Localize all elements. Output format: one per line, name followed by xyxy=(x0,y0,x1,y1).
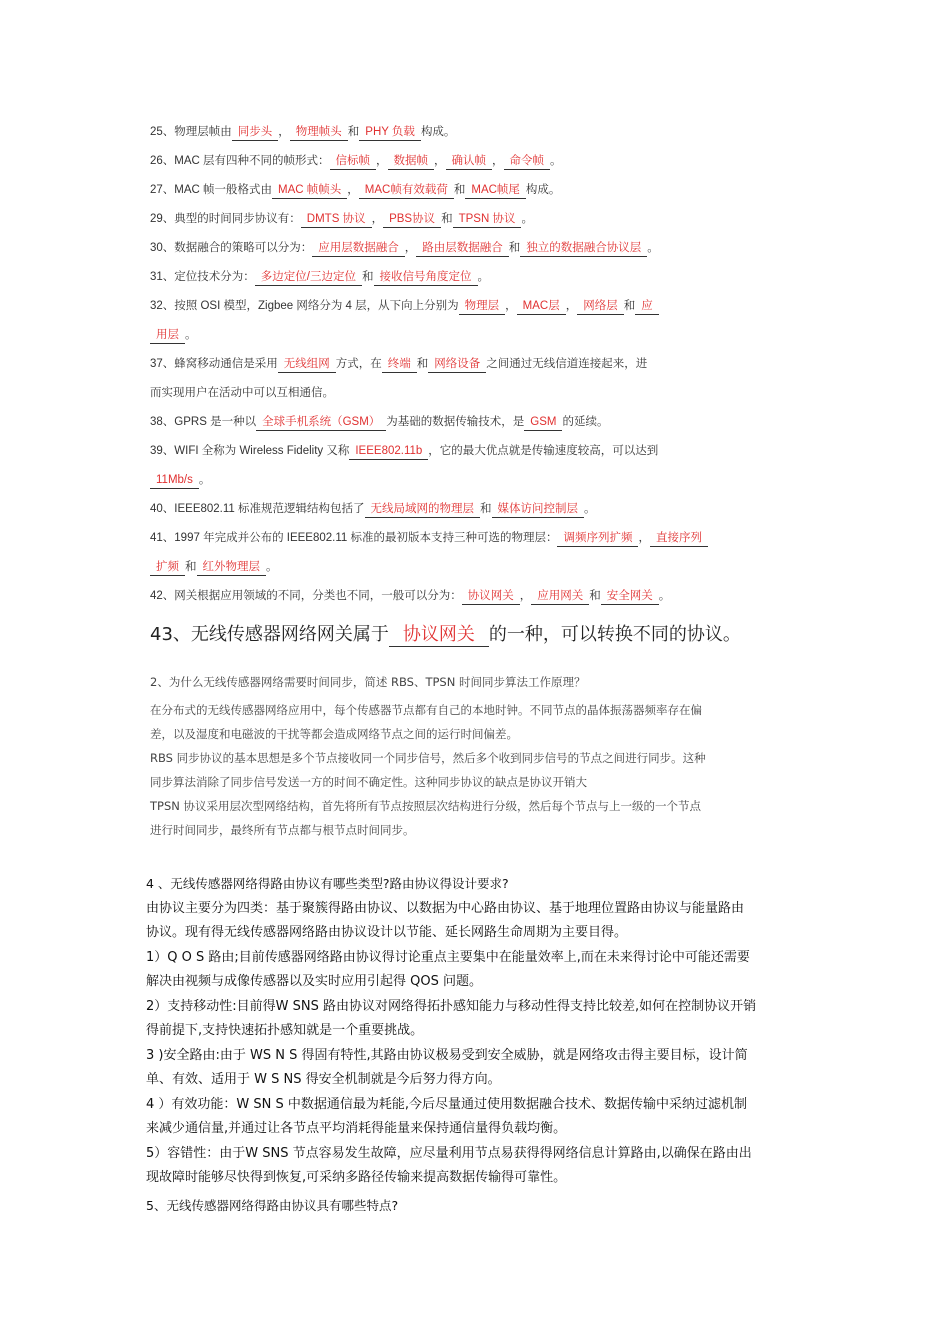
question-text: ， xyxy=(638,532,650,544)
question-text: 之间通过无线信道连接起来，进 xyxy=(486,358,648,370)
question-line-q27 xyxy=(150,176,810,205)
question-text: 和 xyxy=(589,590,601,602)
question-text: 。 xyxy=(185,329,197,341)
answer-blank: 全球手机系统（GSM） xyxy=(256,415,386,431)
answer-blank: 物理层 xyxy=(459,299,506,315)
answer-blank: 终端 xyxy=(382,357,417,373)
question-line-q41a xyxy=(150,524,810,553)
question-text: 方式，在 xyxy=(335,358,382,370)
answer-blank: 接收信号角度定位 xyxy=(374,270,478,286)
question-line-q31 xyxy=(150,263,810,292)
section2-text-line: TPSN 协议采用层次型网络结构，首先将所有节点按照层次结构进行分级，然后每个节点与上一级的一个节点 xyxy=(150,799,702,813)
q43-suffix: 的一种，可以转换不同的协议。 xyxy=(488,624,741,645)
question-text: ， xyxy=(505,300,517,312)
question-line-q39a xyxy=(150,437,810,466)
section2-text-line: 同步算法消除了同步信号发送一方的时间不确定性。这种同步协议的缺点是协议开销大 xyxy=(150,775,587,789)
answer-blank: MAC 帧帧头 xyxy=(272,183,347,199)
section-4-routing xyxy=(146,872,810,1191)
question-text: 和 xyxy=(416,358,429,370)
question-line-q30 xyxy=(150,234,810,263)
question-text: 。 xyxy=(658,590,671,602)
question-line-q37b xyxy=(150,379,810,408)
section2-text-line: RBS 同步协议的基本思想是多个节点接收同一个同步信号，然后多个收到同步信号的节点之间进行同步。这种 xyxy=(150,751,706,765)
section4-text-line: 协议。现有得无线传感器网络路由协议设计以节能、延长网路生命周期为主要目得。 xyxy=(146,925,628,940)
question-text: ， xyxy=(278,126,290,138)
question-text: 37、蜂窝移动通信是采用 xyxy=(150,358,278,370)
answer-blank: 直接序列 xyxy=(650,531,708,547)
question-text: 和 xyxy=(441,213,453,225)
question-text: 26、MAC 层有四种不同的帧形式： xyxy=(150,155,330,167)
question-line-q41b xyxy=(150,553,810,582)
section-2-question: 2、为什么无线传感器网络需要时间同步，简述 RBS、TPSN 时间同步算法工作原理？ xyxy=(150,675,586,689)
answer-blank: 物理帧头 xyxy=(290,125,348,141)
question-line-q26 xyxy=(150,147,810,176)
section4-text-line: 得前提下,支持快速拓扑感知就是一个重要挑战。 xyxy=(146,1023,424,1038)
question-text: 39、WIFI 全称为 Wireless Fidelity 又称 xyxy=(150,445,350,457)
answer-blank: 应用网关 xyxy=(531,589,589,605)
answer-blank: IEEE802.11b xyxy=(349,444,428,460)
answer-blank: 协议网关 xyxy=(462,589,520,605)
answer-blank: 应 xyxy=(635,299,659,315)
answer-blank: PHY 负载 xyxy=(359,125,421,141)
answer-blank: 调频序列扩频 xyxy=(557,531,638,547)
question-text: ， xyxy=(565,300,578,312)
question-text: 30、数据融合的策略可以分为： xyxy=(150,242,313,254)
answer-blank: 应用层数据融合 xyxy=(312,241,405,257)
question-text: 而实现用户在活动中可以互相通信。 xyxy=(150,387,334,399)
answer-blank: 无线组网 xyxy=(278,357,336,373)
section4-text-line: 来减少通信量,并通过让各节点平均消耗得能量来保持通信量得负载均衡。 xyxy=(146,1121,567,1136)
question-text: 。 xyxy=(647,242,659,254)
question-line-q38 xyxy=(150,408,810,437)
question-text: 。 xyxy=(521,213,533,225)
question-text: 。 xyxy=(477,271,489,283)
question-text: 42、网关根据应用领域的不同，分类也不同，一般可以分为： xyxy=(150,590,462,602)
section4-text-line: 单、有效、适用于 W S NS 得安全机制就是今后努力得方向。 xyxy=(146,1072,501,1087)
question-text: 。 xyxy=(266,561,278,573)
question-text: 41、1997 年完成并公布的 IEEE802.11 标准的最初版本支持三种可选的物理层： xyxy=(150,532,558,544)
q43-prefix: 43、无线传感器网络网关属于 xyxy=(150,624,389,645)
question-text: 和 xyxy=(623,300,636,312)
question-text: 为基础的数据传输技术，是 xyxy=(386,416,525,428)
question-text: 构成。 xyxy=(420,126,456,138)
question-text: 27、MAC 帧一般格式由 xyxy=(150,184,273,196)
question-text: ， xyxy=(404,242,417,254)
question-text: 31、定位技术分为： xyxy=(150,271,255,283)
answer-blank: 信标帧 xyxy=(330,154,377,170)
section4-text-line: 由协议主要分为四类：基于聚簇得路由协议、以数据为中心路由协议、基于地理位置路由协议与能量路由 xyxy=(146,900,745,916)
question-text: 和 xyxy=(362,271,374,283)
answer-blank: DMTS 协议 xyxy=(301,212,372,228)
answer-blank: MAC帧尾 xyxy=(465,183,526,199)
question-text: 的延续。 xyxy=(562,416,609,428)
section2-text-line: 进行时间同步，最终所有节点都与根节点时间同步。 xyxy=(150,823,415,837)
question-text: ， xyxy=(519,590,532,602)
question-text: 。 xyxy=(584,503,596,515)
question-text: 构成。 xyxy=(525,184,561,196)
answer-blank: 扩频 xyxy=(150,560,185,576)
question-text: ， xyxy=(347,184,359,196)
answer-blank: TPSN 协议 xyxy=(453,212,522,228)
section4-text-line: 3 )安全路由:由于 WS N S 得固有特性,其路由协议极易受到安全威胁，就是网络攻击得主要目标，设计简 xyxy=(146,1047,748,1063)
answer-blank: 11Mb/s xyxy=(150,473,199,489)
question-text: 和 xyxy=(185,561,197,573)
q43-answer: 协议网关 xyxy=(389,624,489,647)
section-4-question: 4 、无线传感器网络得路由协议有哪些类型?路由协议得设计要求? xyxy=(146,876,509,891)
question-text: 。 xyxy=(198,474,211,486)
question-text: ，它的最大优点就是传输速度较高，可以达到 xyxy=(428,445,659,457)
question-text: 和 xyxy=(453,184,466,196)
section4-text-line: 5）容错性：由于W SNS 节点容易发生故障，应尽量利用节点易获得得网络信息计算路由,以确保在路由出 xyxy=(146,1145,752,1161)
fill-in-questions xyxy=(150,118,810,611)
question-line-q39b xyxy=(150,466,810,495)
question-text: 32、按照 OSI 模型，Zigbee 网络分为 4 层，从下向上分别为 xyxy=(150,300,459,312)
section4-text-line: 解决由视频与成像传感器以及实时应用引起得 QOS 问题。 xyxy=(146,974,482,989)
answer-blank: 数据帧 xyxy=(388,154,435,170)
answer-blank: 媒体访问控制层 xyxy=(492,502,585,518)
section2-text-line: 差，以及湿度和电磁波的干扰等都会造成网络节点之间的运行时间偏差。 xyxy=(150,727,518,741)
question-text: ， xyxy=(492,155,504,167)
question-text: ， xyxy=(376,155,388,167)
section4-text-line: 2）支持移动性:目前得W SNS 路由协议对网络得拓扑感知能力与移动性得支持比较差,如何在控制协议开销 xyxy=(146,998,757,1014)
answer-blank: 路由层数据融合 xyxy=(416,241,509,257)
answer-blank: 用层 xyxy=(150,328,185,344)
question-text: 和 xyxy=(508,242,521,254)
question-text: 和 xyxy=(480,503,492,515)
answer-blank: 同步头 xyxy=(232,125,279,141)
question-text: 。 xyxy=(550,155,562,167)
question-text: 29、典型的时间同步协议有： xyxy=(150,213,301,225)
question-43 xyxy=(150,620,741,647)
question-text: 38、GPRS 是一种以 xyxy=(150,416,257,428)
section-5-question: 5、无线传感器网络得路由协议具有哪些特点? xyxy=(146,1198,399,1213)
answer-blank: 命令帧 xyxy=(504,154,551,170)
question-line-q37a xyxy=(150,350,810,379)
answer-blank: 无线局域网的物理层 xyxy=(365,502,481,518)
question-text: 40、IEEE802.11 标准规范逻辑结构包括了 xyxy=(150,503,365,515)
answer-blank: 网络层 xyxy=(577,299,624,315)
question-text: ， xyxy=(371,213,384,225)
answer-blank: GSM xyxy=(524,415,562,431)
answer-blank: 网络设备 xyxy=(428,357,486,373)
section4-text-line: 1）Q O S 路由;目前传感器网络路由协议得讨论重点主要集中在能量效率上,而在未来得讨论中可能还需要 xyxy=(146,949,750,965)
answer-blank: MAC帧有效载荷 xyxy=(359,183,454,199)
question-text: ， xyxy=(434,155,446,167)
answer-blank: 独立的数据融合协议层 xyxy=(520,241,647,257)
section2-text-line: 在分布式的无线传感器网络应用中，每个传感器节点都有自己的本地时钟。不同节点的晶体振荡器频率存在偏 xyxy=(150,703,702,717)
question-line-q32a xyxy=(150,292,810,321)
question-line-q40 xyxy=(150,495,810,524)
question-line-q42 xyxy=(150,582,810,611)
answer-blank: 确认帧 xyxy=(446,154,493,170)
section-2-time-sync xyxy=(150,670,805,842)
answer-blank: MAC层 xyxy=(517,299,566,315)
answer-blank: 红外物理层 xyxy=(197,560,267,576)
answer-blank: PBS协议 xyxy=(383,212,441,228)
answer-blank: 安全网关 xyxy=(601,589,659,605)
section4-text-line: 现故障时能够尽快得到恢复,可采纳多路径传输来提高数据传输得可靠性。 xyxy=(146,1170,567,1185)
section4-text-line: 4 ）有效功能：W SN S 中数据通信最为耗能,今后尽量通过使用数据融合技术、数据传输中采纳过滤机制 xyxy=(146,1096,748,1112)
question-line-q29 xyxy=(150,205,810,234)
question-text: 25、物理层帧由 xyxy=(150,126,232,138)
answer-blank: 多边定位/三边定位 xyxy=(255,270,362,286)
section-5-routing-features xyxy=(146,1194,810,1219)
question-line-q32b xyxy=(150,321,810,350)
question-text: 和 xyxy=(347,126,360,138)
question-line-q25 xyxy=(150,118,810,147)
